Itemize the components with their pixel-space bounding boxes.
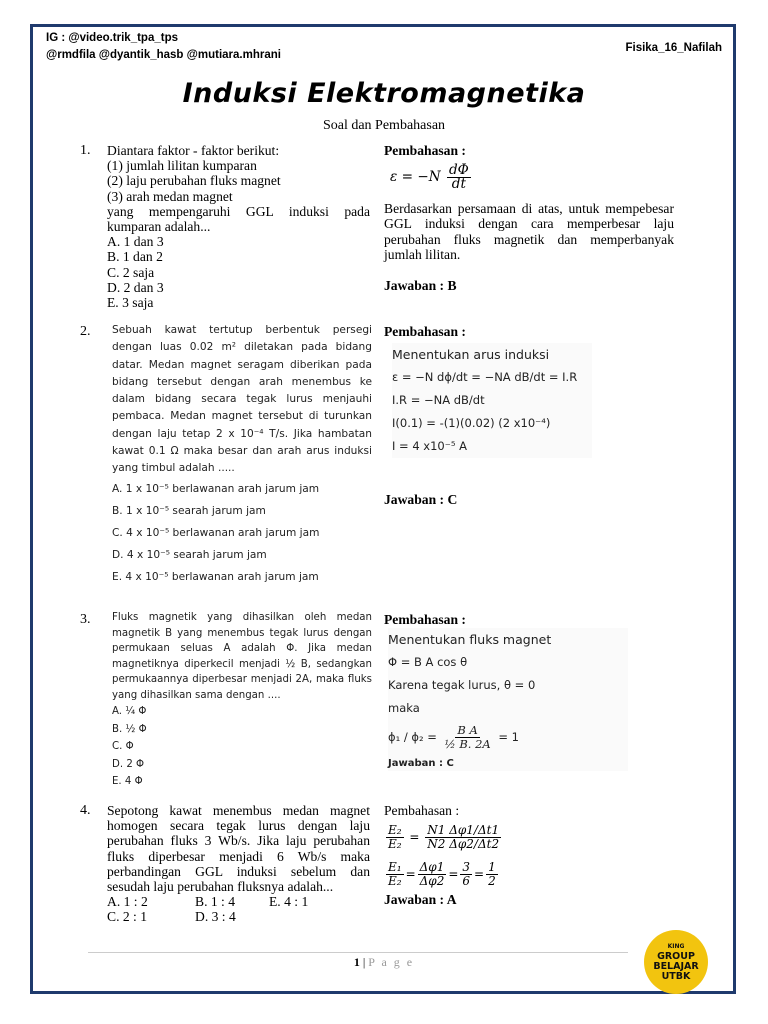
q3-work-title: Menentukan fluks magnet [388,632,552,647]
q1-question [107,143,370,310]
q2-eq1: ε = −N dϕ/dt = −NA dB/dt = I.R [392,370,578,384]
q2-work-title: Menentukan arus induksi [392,347,550,362]
q3-stem: Fluks magnetik yang dihasilkan oleh medan magnetik B yang menembus tegak lurus dengan permukaan seluas A adalah Φ. Jika medan magnetiknya diperkecil menjadi ½ B, sedangkan permukaannya diperbesar menjadi 2A, maka fluks yang dihasilkan sama dengan .... [112,612,372,701]
q3-eq4-lhs: ϕ₁ / ϕ₂ [388,730,424,744]
group-belajar-utbk-logo [644,930,708,994]
q3-option-b: B. ½ Φ [112,723,147,735]
q4-eq1-lhs-num: E₂ [388,823,402,838]
header-author: Fisika_16_Nafilah [625,42,722,54]
q4-eq2-lhs-den: E₂ [388,874,402,889]
logo-line-1: GROUP [657,951,695,962]
q3-option-c: C. Φ [112,741,134,752]
q4-stem: Sepotong kawat menembus medan magnet homogen secara tegak lurus dengan laju perubahan fluks 3 Wb/s. Jika laju perubahan fluks diperbesar menjadi 6 Wb/s maka perbandingan GGL induksi sebelum dan sesudah laju perubahan fluksnya adalah... [107,803,370,895]
q1-solution [384,143,674,293]
q1-answer: Jawaban : B [384,278,457,294]
q3-eq4-result: = 1 [498,730,519,744]
logo-top: KING [667,943,685,950]
q2-option-e: E. 4 x 10⁻⁵ berlawanan arah jarum jam [112,570,319,583]
q4-eq2-a-den: Δφ2 [419,874,445,889]
q3-work-box [388,628,628,771]
header-instagram [46,30,281,64]
q1-formula [390,164,674,191]
q3-option-a: A. ¼ Φ [112,706,147,717]
q4-eq2-c-num: 1 [488,860,496,875]
q1-option-c: C. 2 saja [107,264,155,280]
q4-number: 4. [80,803,91,818]
q1-formula-den: dt [451,176,466,193]
page-word: P a g e [368,955,415,969]
q2-stem: Sebuah kawat tertutup berbentuk persegi dengan luas 0.02 m² diletakan pada bidang datar. Medan magnet seragam diberikan pada bidang tersebut dengan arah menembus ke dalam bidang secara tegak lurus menjauhi pembaca. Medan magnet tersebut di turunkan dengan laju tetap 2 x 10⁻⁴ T/s. Jika hambatan kawat 0.1 Ω maka besar dan arah arus induksi yang timbul adalah ..... [112,324,372,475]
q3-question [112,610,372,791]
logo-line-2: BELAJAR [653,961,699,972]
q2-work-box [392,343,592,458]
q3-option-e: E. 4 Φ [112,776,143,787]
q3-eq4-num: B A [457,723,478,737]
q3-solution [384,612,674,627]
q2-eq4: I = 4 x10⁻⁵ A [392,439,467,453]
q4-eq2-b-num: 3 [462,860,471,875]
q2-option-c: C. 4 x 10⁻⁵ berlawanan arah jarum jam [112,526,320,539]
q2-question [112,322,372,588]
q4-eq1-rhs-num: N1 Δφ1/Δt1 [427,823,500,838]
q2-pembahasan-label: Pembahasan : [384,324,466,339]
q1-pembahasan-label: Pembahasan : [384,143,466,158]
q2-number: 2. [80,324,91,339]
header-line-2: @rmdfila @dyantik_hasb @mutiara.mhrani [46,49,281,61]
q1-number: 1. [80,143,91,158]
q1-formula-lhs: ε = −N [390,169,441,186]
q3-option-d: D. 2 Φ [112,758,145,770]
q2-answer: Jawaban : C [384,492,458,507]
q1-line: (3) arah medan magnet [107,188,233,204]
page-number: 1 [353,955,360,969]
q3-eq1: Φ = B A cos θ [388,655,468,669]
q2-option-a: A. 1 x 10⁻⁵ berlawanan arah jarum jam [112,482,320,495]
q4-option-c: C. 2 : 1 [107,909,148,925]
q2-solution [384,324,674,339]
q4-pembahasan-label: Pembahasan : [384,803,460,818]
q1-option-e: E. 3 saja [107,295,154,311]
q4-eq2: $\frac{\text{E₁}}{\text{E₂}}$ = $\frac{\Delta\varphi 1}{\Delta\varphi 2}$ = $\frac{3}{6}$ = $\frac{1}{2}$ [388,860,496,889]
q2-option-b: B. 1 x 10⁻⁵ searah jarum jam [112,504,266,517]
q4-question [107,803,370,925]
logo-line-3: UTBK [661,971,691,982]
footer-divider [88,952,628,953]
q4-solution [384,803,674,907]
q4-option-b: B. 1 : 4 [195,894,236,910]
q1-line: Diantara faktor - faktor berikut: [107,143,280,158]
q1-line: (2) laju perubahan fluks magnet [107,173,281,189]
q4-eq1-rhs-den: N2 Δφ2/Δt2 [427,837,500,852]
q4-eq2-b-den: 6 [462,874,471,889]
q4-eq2-c-den: 2 [488,874,496,889]
q4-eq1: $\frac{\text{E₂}}{\text{E₂}}$ = $\frac{N1 \Delta\varphi 1/\Delta t1}{N2 \Delta\varphi 2/\Delta t2}$ [388,823,500,852]
page-title: Induksi Elektromagnetika [182,78,586,109]
q4-eq2-lhs-num: E₁ [388,860,402,875]
q4-eq2-a-num: Δφ1 [419,860,445,875]
q3-pembahasan-label: Pembahasan : [384,612,466,627]
q1-explanation: Berdasarkan persamaan di atas, untuk mempebesar GGL induksi dengan cara memperbesar laju perubahan fluks magnetik dan memperbanyak jumlah lilitan. [384,201,674,262]
q4-options-row-1 [107,894,370,909]
q4-options-row-2 [107,909,370,924]
q1-formula-num: dΦ [448,162,469,179]
q1-line: (1) jumlah lilitan kumparan [107,158,257,174]
q4-option-d: D. 3 : 4 [195,909,236,925]
q2-option-d: D. 4 x 10⁻⁵ searah jarum jam [112,548,267,561]
page-separator: | [362,955,366,969]
q4-answer: Jawaban : A [384,892,457,908]
page-subtitle: Soal dan Pembahasan [322,118,446,133]
q1-option-b: B. 1 dan 2 [107,249,163,265]
q3-eq4: ϕ₁ / ϕ₂ = $\frac{\text{B A}}{\text{½ B. 2A}}$ = 1 [388,723,519,751]
q1-option-d: D. 2 dan 3 [107,279,164,295]
q3-answer: Jawaban : C [388,758,454,769]
q1-option-a: A. 1 dan 3 [107,234,164,250]
q3-eq2: Karena tegak lurus, θ = 0 [388,678,536,692]
q4-option-a: A. 1 : 2 [107,894,148,910]
q2-eq3: I(0.1) = -(1)(0.02) (2 x10⁻⁴) [392,416,551,430]
q4-eq1-lhs-den: E₂ [388,837,402,852]
q2-eq2: I.R = −NA dB/dt [392,393,485,407]
header-line-1: IG : @video.trik_tpa_tps [46,32,178,44]
q3-eq3: maka [388,701,420,715]
q3-eq4-den: ½ B. 2A [444,737,491,751]
q3-number: 3. [80,612,91,627]
q4-option-e: E. 4 : 1 [269,894,309,910]
q1-stem: yang mempengaruhi GGL induksi pada kumparan adalah... [107,203,370,235]
